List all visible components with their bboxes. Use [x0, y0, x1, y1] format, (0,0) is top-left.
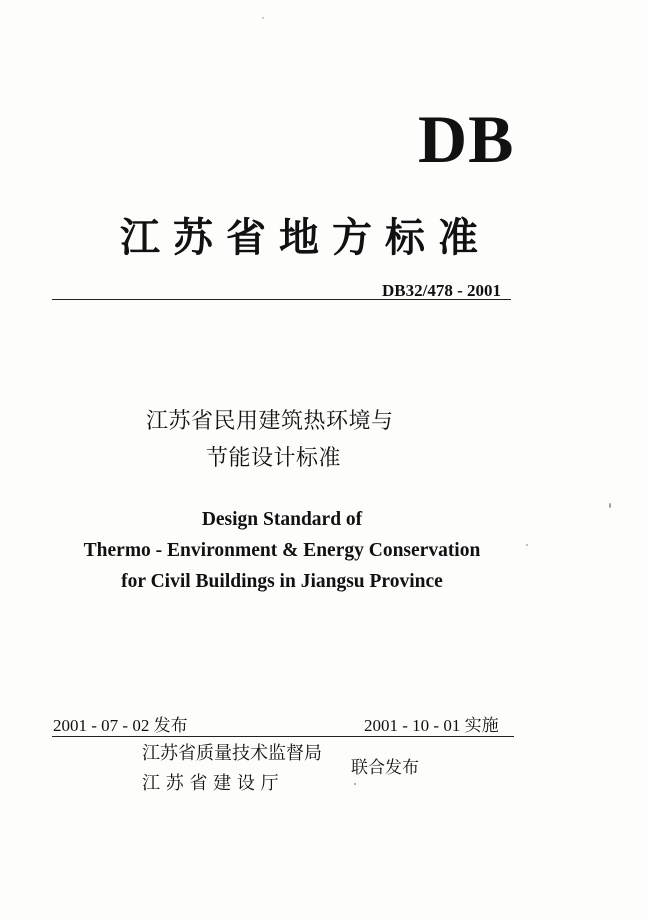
header-divider — [52, 299, 511, 300]
issuer-construction-department: 江 苏 省 建 设 厅 — [142, 773, 279, 794]
english-title — [54, 504, 510, 597]
issue-date: 2001 - 07 - 02 发布 — [53, 716, 188, 735]
issuer-quality-bureau: 江苏省质量技术监督局 — [142, 743, 322, 764]
standard-number: DB32/478 - 2001 — [382, 281, 501, 300]
chinese-title-line-1: 江苏省民用建筑热环境与 — [146, 409, 394, 434]
scan-speck — [526, 544, 528, 546]
scan-speck — [609, 503, 611, 508]
scan-speck — [262, 17, 264, 19]
english-title-line-1: Design Standard of — [201, 509, 363, 530]
english-title-line-2: Thermo - Environment & Energy Conservation — [83, 540, 481, 561]
standard-level-heading: 江苏省地方标准 — [120, 214, 491, 261]
joint-release-label: 联合发布 — [351, 758, 419, 778]
db-standard-mark: DB — [418, 101, 515, 177]
english-title-line-3: for Civil Buildings in Jiangsu Province — [121, 571, 443, 592]
implementation-date: 2001 - 10 - 01 实施 — [364, 716, 499, 735]
footer-divider — [52, 736, 514, 737]
scan-speck — [354, 783, 356, 785]
chinese-title-line-2: 节能设计标准 — [206, 446, 342, 471]
